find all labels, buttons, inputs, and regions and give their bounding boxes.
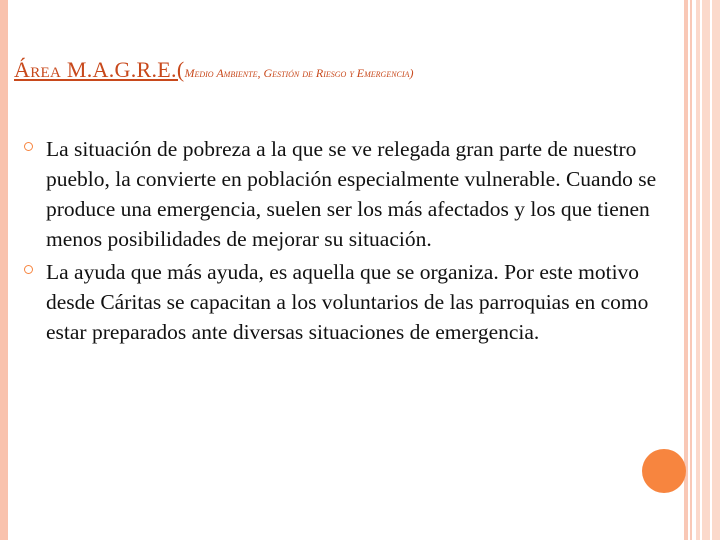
stripe [700, 0, 702, 540]
slide-title [14, 57, 674, 83]
bullet-list [24, 134, 664, 350]
bullet-text: La situación de pobreza a la que se ve relegada gran parte de nuestro pueblo, la convierte en población especialmente vulnerable. Cuando se produce una emergencia, suelen ser los más afectados y los que tienen menos posibilidades de mejorar su situación. [46, 137, 657, 251]
left-border-bar [0, 0, 8, 540]
decorative-circle [642, 449, 686, 493]
bullet-circle-icon [24, 265, 33, 274]
stripe [710, 0, 712, 540]
slide-title-main: Área M.A.G.R.E.( [14, 57, 185, 82]
bullet-text: La ayuda que más ayuda, es aquella que se organiza. Por este motivo desde Cáritas se capacitan a los voluntarios de las parroquias en como estar preparados ante diversas situaciones de emergencia. [46, 260, 649, 344]
list-item [24, 134, 664, 254]
stripe [690, 0, 692, 540]
right-decorative-stripes [684, 0, 720, 540]
bullet-circle-icon [24, 142, 33, 151]
list-item [24, 257, 664, 347]
stripe [684, 0, 688, 540]
slide-title-subtitle: Medio Ambiente, Gestión de Riesgo y Emergencia) [184, 66, 414, 80]
